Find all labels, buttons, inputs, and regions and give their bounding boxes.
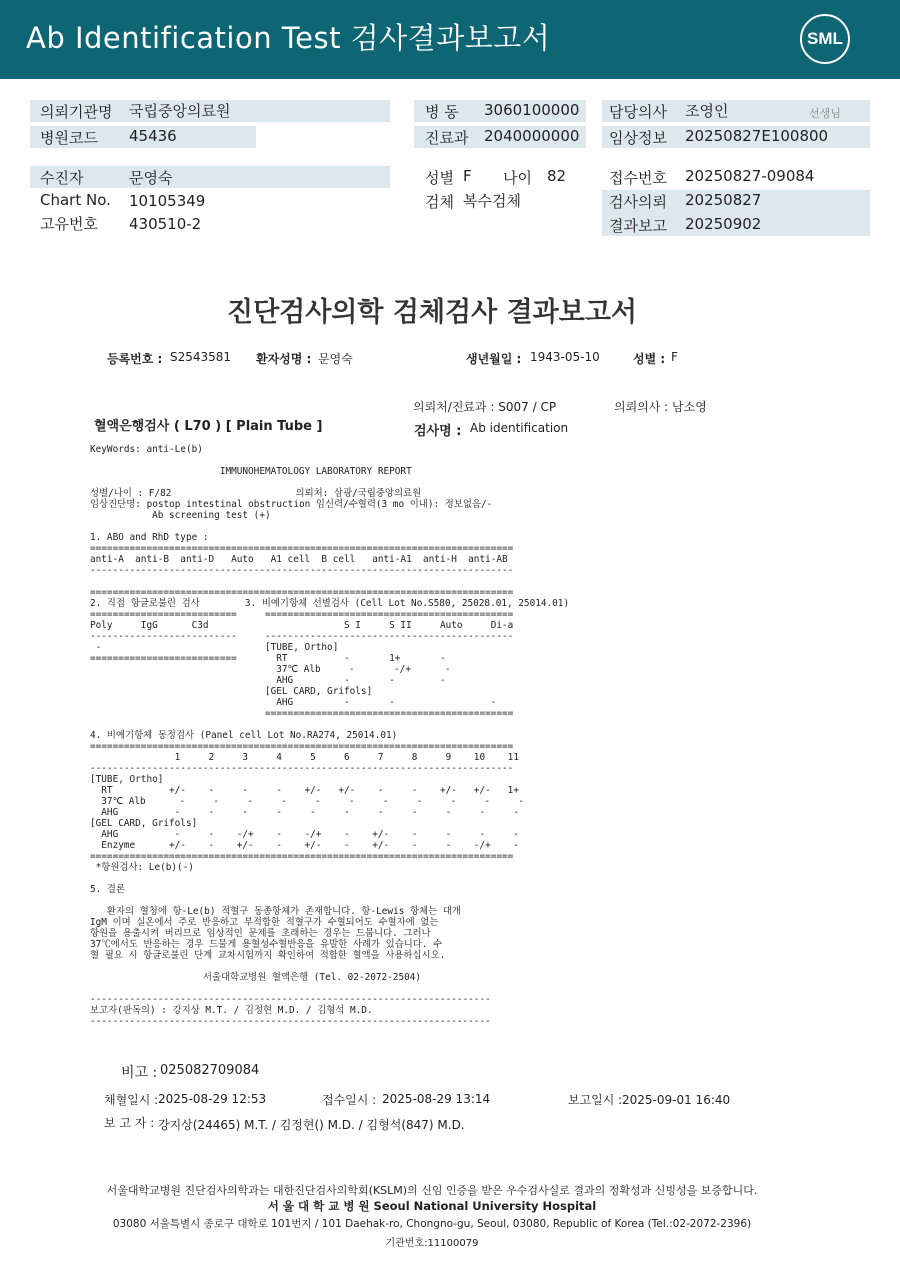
- report-line: ============================================: [90, 708, 514, 719]
- institution-value: 국립중앙의료원: [129, 102, 231, 120]
- sex-value: F: [463, 167, 472, 185]
- report-date-label: 결과보고: [609, 217, 667, 235]
- age-value: 82: [547, 167, 567, 185]
- ward-value: 3060100000: [484, 101, 580, 119]
- reporter-label: 보 고 자 :: [104, 1116, 155, 1130]
- footer-certification: 서울대학교병원 진단검사의학과는 대한진단검사의학회(KSLM)의 신임 인증을 받은 우수검사실로 결과의 정확성과 신빙성을 보증합니다.: [106, 1184, 758, 1197]
- clinical-value: 20250827E100800: [685, 127, 829, 145]
- report-line: [90, 521, 569, 532]
- report-line: 2. 직접 항글로불린 검사 3. 비예기항체 선별검사 (Cell Lot No.S580, 25028.01, 25014.01): [90, 598, 570, 609]
- report-line: ===========================================================================: [90, 543, 514, 554]
- report-line: 서울대학교병원 혈액은행 (Tel. 02-2072-2504): [90, 972, 422, 983]
- report-line: AHG - - -: [90, 675, 446, 686]
- report-line: AHG - - -: [90, 697, 497, 708]
- report-line: *항원검사: Le(b)(-): [90, 862, 194, 873]
- report-line: [90, 719, 569, 730]
- report-line: Poly IgG C3d S I S II Auto Di-a: [90, 620, 514, 631]
- report-line: KeyWords: anti-Le(b): [90, 444, 203, 455]
- report-line: Enzyme +/- - +/- - +/- - +/- - - -/+ -: [90, 840, 519, 851]
- accept-label: 접수일시 :: [322, 1093, 377, 1107]
- report-line: 37℃ Alb - - - - - - - - - - -: [90, 796, 524, 807]
- clinical-label: 임상정보: [609, 129, 667, 147]
- report-header-title: Ab Identification Test 검사결과보고서: [26, 21, 551, 55]
- report-line: ========================== ============================================: [90, 609, 514, 620]
- report-line: [90, 455, 569, 466]
- patient-value: 문영숙: [129, 169, 173, 187]
- report-line: [90, 873, 569, 884]
- report-line: ---------------------------------------------------------------------------: [90, 763, 514, 774]
- patient-label: 수진자: [40, 169, 84, 187]
- specimen-value: 복수검체: [463, 192, 521, 210]
- dept-value: 2040000000: [484, 127, 580, 145]
- sex-label: 성별: [425, 169, 454, 187]
- report-line: 4. 비예기항체 동정검사 (Panel cell Lot No.RA274, 25014.01): [90, 730, 398, 741]
- ward-label: 병 동: [425, 103, 459, 121]
- report-line: IMMUNOHEMATOLOGY LABORATORY REPORT: [90, 466, 412, 477]
- report-line: 5. 결론: [90, 884, 126, 895]
- request-doctor: 의뢰의사 : 남소영: [614, 400, 707, 414]
- report-line: 성별/나이 : F/82 의뢰처: 삼광/국립중앙의료원: [90, 488, 422, 499]
- report-line: Ab screening test (+): [90, 510, 271, 521]
- report-line: 환자의 혈청에 항-Le(b) 적혈구 동종항체가 존재합니다. 항-Lewis 항체는 대개: [90, 906, 461, 917]
- accept-value: 2025-08-29 13:14: [382, 1092, 491, 1106]
- report-line: [90, 477, 569, 488]
- report-line: IgM 이며 실온에서 주로 반응하고 부적합한 적혈구가 수혈되어도 수혈자에 없는: [90, 917, 439, 928]
- report-line: 혈 필요 시 항글로불린 단계 교차시험까지 확인하여 적합한 혈액을 사용하십시오.: [90, 950, 446, 961]
- collect-value: 2025-08-29 12:53: [158, 1092, 267, 1106]
- report-line: ===========================================================================: [90, 587, 514, 598]
- test-name-value: Ab identification: [470, 421, 569, 435]
- report-line: [90, 983, 569, 994]
- report-line: ===========================================================================: [90, 741, 514, 752]
- report-sex-label: 성별 :: [633, 352, 666, 366]
- patient-row-bg: [30, 166, 390, 188]
- collect-label: 채혈일시 :: [104, 1093, 159, 1107]
- chart-label: Chart No.: [40, 191, 111, 209]
- report-line: 보고자(판독의) : 강지상 M.T. / 김정현 M.D. / 김형석 M.D.: [90, 1005, 373, 1016]
- header-bar: [0, 0, 900, 79]
- report-line: anti-A anti-B anti-D Auto A1 cell B cell anti-A1 anti-H anti-AB: [90, 554, 508, 565]
- sml-logo-icon: [800, 14, 850, 64]
- request-label: 검사의뢰: [609, 193, 667, 211]
- patient-name-label: 환자성명 :: [256, 352, 312, 366]
- logo-text: SML: [807, 29, 843, 48]
- test-name-label: 검사명 :: [414, 424, 462, 439]
- report-line: [GEL CARD, Grifols]: [90, 818, 198, 829]
- doctor-value: 조영인: [685, 102, 729, 120]
- hospital-code-value: 45436: [129, 127, 177, 145]
- report-line: ========================== RT - 1+ -: [90, 653, 446, 664]
- request-value: 20250827: [685, 191, 762, 209]
- report-line: - [TUBE, Ortho]: [90, 642, 339, 653]
- report-line: -----------------------------------------------------------------------: [90, 1016, 491, 1027]
- report-line: 37℃에서도 반응하는 경우 드물게 용혈성수혈반응을 유발한 사례가 있습니다. 수: [90, 939, 443, 950]
- report-time-value: 2025-09-01 16:40: [622, 1093, 731, 1107]
- report-sex-value: F: [671, 350, 678, 364]
- institution-label: 의뢰기관명: [40, 103, 113, 121]
- report-line: 1 2 3 4 5 6 7 8 9 10 11: [90, 752, 519, 763]
- lab-report-body: [90, 444, 569, 1027]
- report-line: -----------------------------------------------------------------------: [90, 994, 491, 1005]
- unique-label: 고유번호: [40, 215, 98, 233]
- dob-value: 1943-05-10: [530, 350, 600, 364]
- bigo-label: 비고 :: [121, 1065, 158, 1081]
- specimen-label: 검체: [425, 193, 454, 211]
- dob-label: 생년월일 :: [466, 352, 522, 366]
- reporter-value: 강지상(24465) M.T. / 김정현() M.D. / 김형석(847) M.D.: [158, 1118, 465, 1132]
- report-line: 항원을 용출시켜 버리므로 임상적인 문제를 초래하는 경우는 드뭅니다. 그러나: [90, 928, 431, 939]
- report-line: [90, 895, 569, 906]
- report-line: [90, 961, 569, 972]
- report-line: AHG - - - - - - - - - - -: [90, 807, 519, 818]
- report-line: 임상진단명: postop intestinal obstruction 임신력/수혈력(3 mo 이내): 정보없음/-: [90, 499, 493, 510]
- footer-org-number: 기관번호:11100079: [385, 1238, 479, 1249]
- report-line: 1. ABO and RhD type :: [90, 532, 209, 543]
- patient-name-value: 문영숙: [318, 352, 353, 366]
- bigo-value: 025082709084: [160, 1063, 260, 1078]
- report-time-label: 보고일시 :: [568, 1093, 623, 1107]
- hospital-code-label: 병원코드: [40, 129, 98, 147]
- reg-value: S2543581: [170, 350, 232, 364]
- report-line: 37℃ Alb - -/+ -: [90, 664, 451, 675]
- report-line: [GEL CARD, Grifols]: [90, 686, 373, 697]
- age-label: 나이: [503, 169, 532, 187]
- doctor-suffix: 선생님: [809, 107, 841, 120]
- report-line: RT +/- - - - +/- +/- - - +/- +/- 1+: [90, 785, 519, 796]
- report-line: ===========================================================================: [90, 851, 514, 862]
- unique-value: 430510-2: [129, 215, 202, 233]
- test-group: 혈액은행검사 ( L70 ) [ Plain Tube ]: [94, 419, 323, 434]
- footer-hospital-name: 서 울 대 학 교 병 원 Seoul National University Hospital: [267, 1199, 597, 1213]
- report-line: [90, 576, 569, 587]
- report-line: [TUBE, Ortho]: [90, 774, 164, 785]
- dept-label: 진료과: [425, 129, 469, 147]
- footer-address: 03080 서울특별시 종로구 대학로 101번지 / 101 Daehak-ro, Chongno-gu, Seoul, 03080, Republic of Korea (Tel.:02-2072-2396): [112, 1218, 752, 1230]
- reg-label: 등록번호 :: [107, 352, 163, 366]
- report-line: AHG - - -/+ - -/+ - +/- - - - -: [90, 829, 519, 840]
- chart-value: 10105349: [129, 192, 206, 210]
- doctor-label: 담당의사: [609, 103, 667, 121]
- receipt-label: 접수번호: [609, 169, 667, 187]
- report-line: ---------------------------------------------------------------------------: [90, 565, 514, 576]
- report-line: -------------------------- --------------------------------------------: [90, 631, 514, 642]
- request-dept: 의뢰처/진료과 : S007 / CP: [413, 400, 557, 414]
- report-title: 진단검사의학 검체검사 결과보고서: [226, 297, 638, 328]
- receipt-value: 20250827-09084: [685, 167, 815, 185]
- report-date-value: 20250902: [685, 215, 762, 233]
